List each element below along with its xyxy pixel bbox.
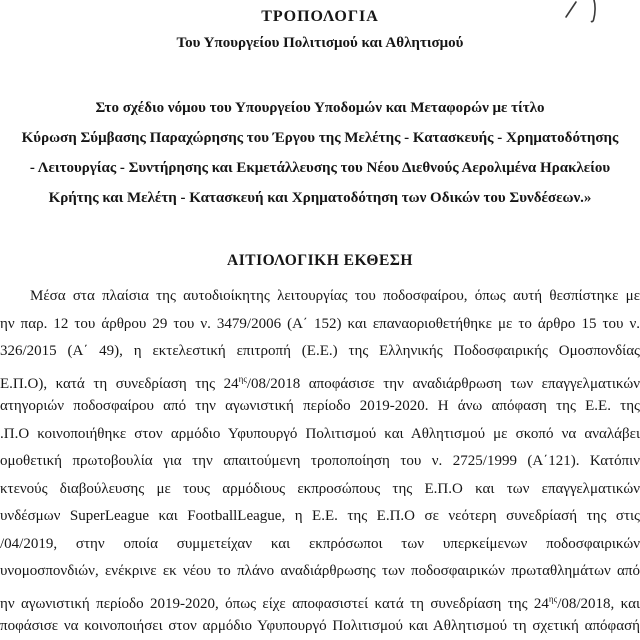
subject-line: Κρήτης και Μελέτη - Κατασκευή και Χρηματοδότηση των Οδικών του Συνδέσεων.» <box>48 190 592 206</box>
paragraph-text: Ε.Π.Ο), κατά τη συνεδρίαση της 24 <box>0 375 239 392</box>
paragraph-text: ην αγωνιστική περίοδο 2019-2020, όπως είχε αποφασιστεί κατά τη συνεδρίαση της 24 <box>0 595 549 612</box>
document-subtitle: Του Υπουργείου Πολιτισμού και Αθλητισμού <box>176 35 464 51</box>
subject-line: - Λειτουργίας - Συντήρησης και Εκμετάλλευσης του Νέου Διεθνούς Αερολιμένα Ηρακλείου <box>29 160 611 176</box>
subject-block <box>0 93 640 213</box>
subject-line: Στο σχέδιο νόμου του Υπουργείου Υποδομών και Μεταφορών με τίτλο <box>95 100 545 116</box>
paragraph-line: ην παρ. 12 του άρθρου 29 του ν. 3479/2006 (Α΄ 152) και επαναοριοθετήθηκε με το άρθρο 15 του ν. <box>0 315 640 332</box>
paragraph-line: 326/2015 (Α΄ 49), η εκτελεστική επιτροπή (Ε.Ε.) της Ελληνικής Ποδοσφαιρικής Ομοσπονδίας <box>0 343 640 359</box>
subject-line: Κύρωση Σύμβασης Παραχώρησης του Έργου της Μελέτης - Κατασκευής - Χρηματοδότησης <box>21 130 619 146</box>
paragraph-text: /08/2018 αποφάσισε την αναδιάρθρωση των επαγγελματικών <box>246 375 640 392</box>
paragraph-line <box>0 586 640 614</box>
paragraph-line: ατηγοριών ποδοσφαίρου από την αγωνιστική περίοδο 2019-2020. Η άνω απόφαση της Ε.Ε. της <box>0 398 640 414</box>
paragraph-line: .Π.Ο κοινοποιήθηκε στον αρμόδιο Υφυπουργό Πολιτισμού και Αθλητισμού με σκοπό να αναλάβει <box>0 425 640 442</box>
paragraph-text: /08/2018, και <box>557 595 640 612</box>
paragraph-line: Μέσα στα πλαίσια της αυτοδιοίκητης λειτουργίας του ποδοσφαίρου, όπως αυτή θεσπίστηκε με <box>30 288 640 304</box>
section-heading: ΑΙΤΙΟΛΟΓΙΚΗ ΕΚΘΕΣΗ <box>227 252 413 269</box>
paragraph-line: υνδέσμων SuperLeague και FootballLeague, η Ε.Ε. της Ε.Π.Ο σε νεότερη συνεδρίασή της στις <box>0 508 640 524</box>
document-title: ΤΡΟΠΟΛΟΓΙΑ <box>261 8 379 25</box>
paragraph-line: ποφάσισε να κοινοποιήσει στον αρμόδιο Υφυπουργό Πολιτισμού και Αθλητισμού τη σχετική απόφασή <box>0 618 640 634</box>
superscript-date-suffix: ης <box>548 593 558 604</box>
paragraph-line: ομοθετική πρωτοβουλία για την απαιτούμενη τροποποίηση του ν. 2725/1999 (Α΄121). Κατόπιν <box>0 453 640 469</box>
paragraph-line: /04/2019, στην οποία συμμετείχαν και εκπρόσωποι των υπερκείμενων ποδοσφαιρικών <box>0 535 640 552</box>
body-paragraph <box>0 283 640 640</box>
paragraph-line <box>0 366 640 394</box>
paragraph-line: κτενούς διαβούλευσης με τους αρμόδιους εκπροσώπους της Ε.Π.Ο και των επαγγελματικών <box>0 480 640 497</box>
paragraph-line: υνομοσπονδιών, ενέκρινε εκ νέου το πλάνο αναδιάρθρωσης των ποδοσφαιρικών πρωταθλημάτων από <box>0 563 640 579</box>
superscript-date-suffix: ης <box>238 373 247 384</box>
